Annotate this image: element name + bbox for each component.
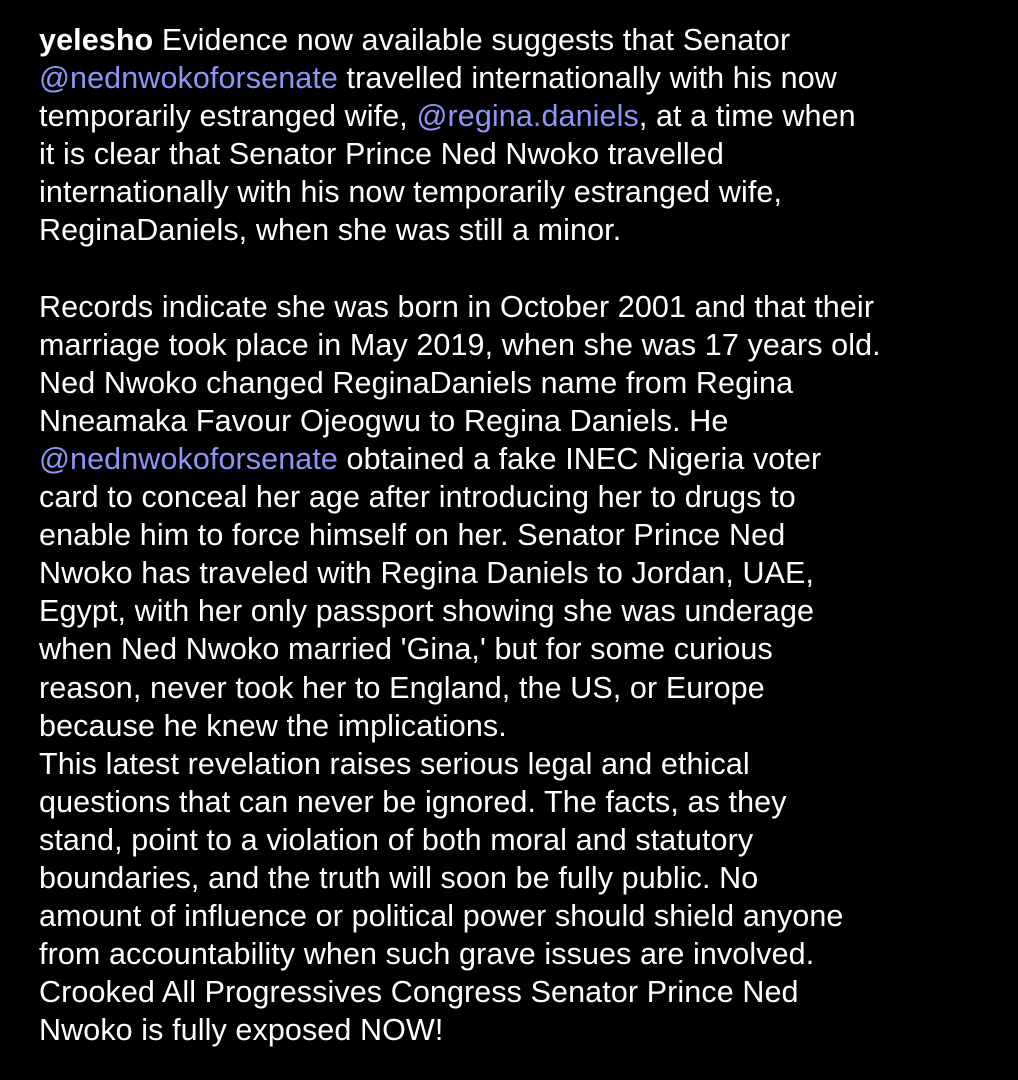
- caption-line: when Ned Nwoko married 'Gina,' but for some curious: [39, 632, 773, 667]
- caption-line: Nneamaka Favour Ojeogwu to Regina Daniels. He: [39, 403, 729, 438]
- caption-line: Records indicate she was born in October 2001 and that their: [39, 289, 875, 324]
- caption-line: enable him to force himself on her. Senator Prince Ned: [39, 518, 786, 553]
- caption-line: it is clear that Senator Prince Ned Nwoko travelled: [39, 137, 724, 172]
- caption-line: internationally with his now temporarily estranged wife,: [39, 175, 783, 210]
- caption-line: [39, 21, 999, 59]
- caption-line: Ned Nwoko changed ReginaDaniels name from Regina: [39, 365, 794, 400]
- caption-text: , at a time when: [638, 99, 856, 134]
- paragraph-gap: [39, 250, 999, 288]
- mention-link-senator[interactable]: @nednwokoforsenate: [39, 61, 338, 96]
- caption-line: Egypt, with her only passport showing she was underage: [39, 594, 815, 629]
- caption-line: questions that can never be ignored. The facts, as they: [39, 784, 787, 819]
- caption-line: card to conceal her age after introducing her to drugs to: [39, 480, 796, 515]
- caption-line: Nwoko is fully exposed NOW!: [39, 1013, 444, 1048]
- caption-text: obtained a fake INEC Nigeria voter: [337, 441, 822, 476]
- caption-line: ReginaDaniels, when she was still a minor.: [39, 213, 622, 248]
- caption-line: marriage took place in May 2019, when she was 17 years old.: [39, 327, 881, 362]
- caption-text: temporarily estranged wife,: [39, 99, 417, 134]
- caption-line: boundaries, and the truth will soon be fully public. No: [39, 860, 759, 895]
- caption-line: because he knew the implications.: [39, 708, 507, 743]
- caption-line: amount of influence or political power should shield anyone: [39, 899, 844, 934]
- username-link[interactable]: yelesho: [39, 23, 154, 57]
- caption-line: [39, 59, 999, 97]
- caption-line: from accountability when such grave issues are involved.: [39, 937, 815, 972]
- mention-link-wife[interactable]: @regina.daniels: [416, 99, 639, 134]
- caption-text: travelled internationally with his now: [337, 61, 837, 96]
- caption-text: Evidence now available suggests that Senator: [153, 23, 791, 57]
- caption-line: stand, point to a violation of both moral and statutory: [39, 822, 754, 857]
- caption-line: This latest revelation raises serious legal and ethical: [39, 746, 750, 781]
- caption-line: [39, 97, 999, 135]
- mention-link-senator[interactable]: @nednwokoforsenate: [39, 441, 338, 476]
- caption-line: Crooked All Progressives Congress Senator Prince Ned: [39, 975, 799, 1010]
- caption-line: [39, 440, 999, 478]
- post-caption: [39, 21, 999, 1049]
- caption-line: Nwoko has traveled with Regina Daniels to Jordan, UAE,: [39, 556, 815, 591]
- caption-line: reason, never took her to England, the US, or Europe: [39, 670, 765, 705]
